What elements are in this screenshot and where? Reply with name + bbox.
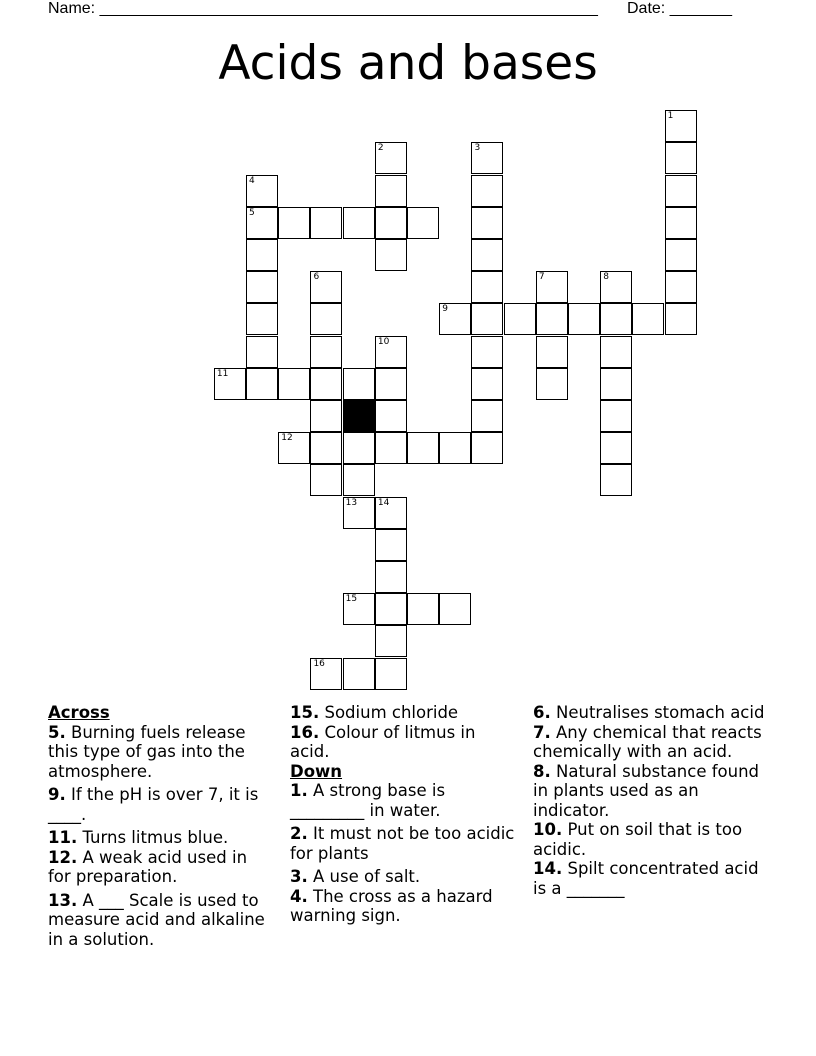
clue-number: 5. bbox=[48, 722, 66, 742]
clue-number: 6. bbox=[533, 703, 551, 722]
crossword-cell[interactable] bbox=[600, 464, 632, 496]
clue-down-6 bbox=[533, 703, 773, 723]
crossword-cell[interactable] bbox=[375, 561, 407, 593]
crossword-cell[interactable] bbox=[375, 625, 407, 657]
clue-number-label: 15 bbox=[345, 594, 358, 605]
clue-number-label: 7 bbox=[538, 272, 545, 283]
crossword-cell[interactable] bbox=[310, 464, 342, 496]
crossword-cell[interactable] bbox=[375, 497, 407, 529]
crossword-cell[interactable] bbox=[600, 368, 632, 400]
clue-number-label: 4 bbox=[249, 175, 255, 186]
crossword-cell[interactable] bbox=[310, 207, 342, 239]
crossword-cell[interactable] bbox=[536, 336, 568, 368]
clue-number-label: 16 bbox=[313, 658, 325, 669]
crossword-cell[interactable] bbox=[600, 336, 632, 368]
clue-text: Neutralises stomach acid bbox=[556, 703, 765, 722]
clue-number: 12. bbox=[48, 847, 78, 867]
crossword-cell[interactable] bbox=[375, 400, 407, 432]
crossword-cell[interactable] bbox=[246, 207, 278, 239]
clue-number-label: 2 bbox=[377, 143, 384, 154]
crossword-cell[interactable] bbox=[375, 368, 407, 400]
crossword-cell[interactable] bbox=[536, 271, 568, 303]
clue-text: Any chemical that reacts chemically with an acid. bbox=[533, 722, 762, 761]
crossword-cell[interactable] bbox=[407, 593, 439, 625]
clue-across-9 bbox=[48, 785, 274, 824]
clue-across-5 bbox=[48, 723, 274, 782]
clue-text: Spilt concentrated acid is a _______ bbox=[533, 859, 759, 898]
clue-number-label: 13 bbox=[345, 497, 358, 508]
clue-number-label: 8 bbox=[603, 272, 609, 283]
crossword-cell[interactable] bbox=[536, 303, 568, 335]
crossword-cell[interactable] bbox=[471, 368, 503, 400]
crossword-cell[interactable] bbox=[665, 142, 697, 174]
clue-across-16 bbox=[290, 723, 516, 762]
clue-down-3 bbox=[290, 867, 516, 887]
crossword-cell[interactable] bbox=[310, 658, 342, 690]
crossword-cell[interactable] bbox=[439, 303, 471, 335]
clues-column-1 bbox=[48, 703, 274, 953]
crossword-cell[interactable] bbox=[310, 368, 342, 400]
clue-number: 11. bbox=[48, 828, 78, 847]
crossword-cell[interactable] bbox=[375, 336, 407, 368]
crossword-cell[interactable] bbox=[471, 400, 503, 432]
crossword-cell[interactable] bbox=[471, 336, 503, 368]
down-heading: Down bbox=[290, 761, 343, 781]
crossword-cell[interactable] bbox=[343, 658, 375, 690]
crossword-cell[interactable] bbox=[568, 303, 600, 335]
crossword-cell[interactable] bbox=[310, 400, 342, 432]
clue-down-10 bbox=[533, 820, 773, 859]
crossword-cell[interactable] bbox=[343, 497, 375, 529]
crossword-cell[interactable] bbox=[375, 207, 407, 239]
crossword-cell[interactable] bbox=[246, 336, 278, 368]
clues-column-2 bbox=[290, 703, 516, 930]
crossword-cell[interactable] bbox=[278, 207, 310, 239]
crossword-cell[interactable] bbox=[600, 400, 632, 432]
across-heading: Across bbox=[48, 703, 110, 722]
crossword-cell[interactable] bbox=[278, 368, 310, 400]
clue-number: 15. bbox=[290, 703, 320, 722]
clue-text: Natural substance found in plants used as an indicator. bbox=[533, 761, 760, 820]
clue-text: The cross as a hazard warning sign. bbox=[290, 886, 493, 925]
clue-number: 1. bbox=[290, 781, 308, 800]
crossword-cell[interactable] bbox=[310, 432, 342, 464]
crossword-cell[interactable] bbox=[343, 207, 375, 239]
crossword-cell[interactable] bbox=[600, 432, 632, 464]
crossword-cell[interactable] bbox=[665, 110, 697, 142]
crossword-cell[interactable] bbox=[407, 432, 439, 464]
crossword-cell[interactable] bbox=[246, 303, 278, 335]
clue-down-4 bbox=[290, 887, 516, 926]
clue-number-label: 9 bbox=[442, 304, 448, 315]
crossword-cell[interactable] bbox=[246, 368, 278, 400]
crossword-cell[interactable] bbox=[343, 593, 375, 625]
clue-down-14 bbox=[533, 859, 773, 898]
clue-across-13 bbox=[48, 891, 274, 950]
crossword-cell[interactable] bbox=[439, 593, 471, 625]
crossword-cell[interactable] bbox=[375, 175, 407, 207]
clue-across-15 bbox=[290, 703, 516, 723]
page-title: Acids and bases bbox=[218, 36, 598, 91]
clue-text: A weak acid used in for preparation. bbox=[48, 847, 248, 886]
clue-text: Colour of litmus in acid. bbox=[290, 722, 476, 761]
clue-text: A strong base is _________ in water. bbox=[290, 781, 446, 820]
clue-text: If the pH is over 7, it is ____. bbox=[48, 785, 259, 824]
crossword-cell[interactable] bbox=[343, 464, 375, 496]
crossword-cell[interactable] bbox=[536, 368, 568, 400]
crossword-cell[interactable] bbox=[665, 207, 697, 239]
crossword-cell[interactable] bbox=[343, 432, 375, 464]
clues-column-3 bbox=[533, 703, 773, 902]
crossword-cell[interactable] bbox=[310, 336, 342, 368]
crossword-cell[interactable] bbox=[665, 271, 697, 303]
crossword-cell[interactable] bbox=[343, 368, 375, 400]
clue-number: 13. bbox=[48, 890, 78, 910]
clue-number-label: 6 bbox=[313, 272, 320, 283]
clue-number-label: 3 bbox=[474, 143, 481, 154]
crossword-cell[interactable] bbox=[471, 142, 503, 174]
clue-number: 8. bbox=[533, 761, 551, 781]
crossword-cell[interactable] bbox=[439, 432, 471, 464]
clue-text: Turns litmus blue. bbox=[82, 828, 229, 847]
clue-down-2 bbox=[290, 824, 516, 863]
crossword-cell[interactable] bbox=[375, 142, 407, 174]
crossword-cell[interactable] bbox=[246, 175, 278, 207]
clue-text: It must not be too acidic for plants bbox=[290, 824, 515, 863]
crossword-cell[interactable] bbox=[407, 207, 439, 239]
clue-number-label: 14 bbox=[377, 497, 390, 508]
clue-number: 16. bbox=[290, 722, 320, 742]
crossword-cell[interactable] bbox=[665, 239, 697, 271]
clue-down-8 bbox=[533, 762, 773, 821]
crossword-cell[interactable] bbox=[504, 303, 536, 335]
crossword-cell[interactable] bbox=[632, 303, 664, 335]
crossword-cell[interactable] bbox=[471, 432, 503, 464]
clue-text: A ___ Scale is used to measure acid and alkaline in a solution. bbox=[48, 890, 265, 949]
clue-number: 7. bbox=[533, 722, 551, 742]
clue-text: Burning fuels release this type of gas into the atmosphere. bbox=[48, 722, 246, 781]
clue-number: 4. bbox=[290, 886, 308, 906]
crossword-cell[interactable] bbox=[471, 239, 503, 271]
clue-number: 3. bbox=[290, 867, 308, 886]
crossword-cell[interactable] bbox=[600, 303, 632, 335]
crossword-cell[interactable] bbox=[375, 593, 407, 625]
clue-down-1 bbox=[290, 781, 516, 820]
clue-number: 14. bbox=[533, 859, 563, 878]
clue-number-label: 10 bbox=[377, 336, 390, 347]
crossword-cell[interactable] bbox=[471, 303, 503, 335]
crossword-cell[interactable] bbox=[310, 303, 342, 335]
crossword-cell[interactable] bbox=[375, 529, 407, 561]
black-cell bbox=[343, 400, 375, 432]
clue-text: Sodium chloride bbox=[324, 703, 459, 722]
crossword-cell[interactable] bbox=[246, 239, 278, 271]
clue-number-label: 12 bbox=[281, 433, 293, 444]
clue-number: 10. bbox=[533, 820, 563, 839]
clue-number-label: 11 bbox=[216, 368, 229, 379]
crossword-cell[interactable] bbox=[471, 207, 503, 239]
clue-down-7 bbox=[533, 723, 773, 762]
crossword-cell[interactable] bbox=[246, 271, 278, 303]
date-field-label: Date: _______ bbox=[627, 0, 732, 17]
clue-text: Put on soil that is too acidic. bbox=[533, 820, 743, 859]
crossword-cell[interactable] bbox=[375, 239, 407, 271]
crossword-cell[interactable] bbox=[278, 432, 310, 464]
clue-number-label: 5 bbox=[249, 207, 255, 218]
crossword-cell[interactable] bbox=[600, 271, 632, 303]
crossword-cell[interactable] bbox=[665, 175, 697, 207]
name-field-label: Name: ________________________________________________________ bbox=[48, 0, 598, 17]
clue-number: 2. bbox=[290, 824, 308, 843]
clue-across-11 bbox=[48, 828, 274, 848]
crossword-cell[interactable] bbox=[375, 658, 407, 690]
crossword-cell[interactable] bbox=[665, 303, 697, 335]
clue-text: A use of salt. bbox=[313, 867, 421, 886]
crossword-cell[interactable] bbox=[471, 175, 503, 207]
crossword-cell[interactable] bbox=[214, 368, 246, 400]
clue-number: 9. bbox=[48, 785, 66, 804]
crossword-cell[interactable] bbox=[310, 271, 342, 303]
crossword-cell[interactable] bbox=[375, 432, 407, 464]
clue-across-12 bbox=[48, 848, 274, 887]
clue-number-label: 1 bbox=[667, 111, 674, 122]
crossword-cell[interactable] bbox=[471, 271, 503, 303]
